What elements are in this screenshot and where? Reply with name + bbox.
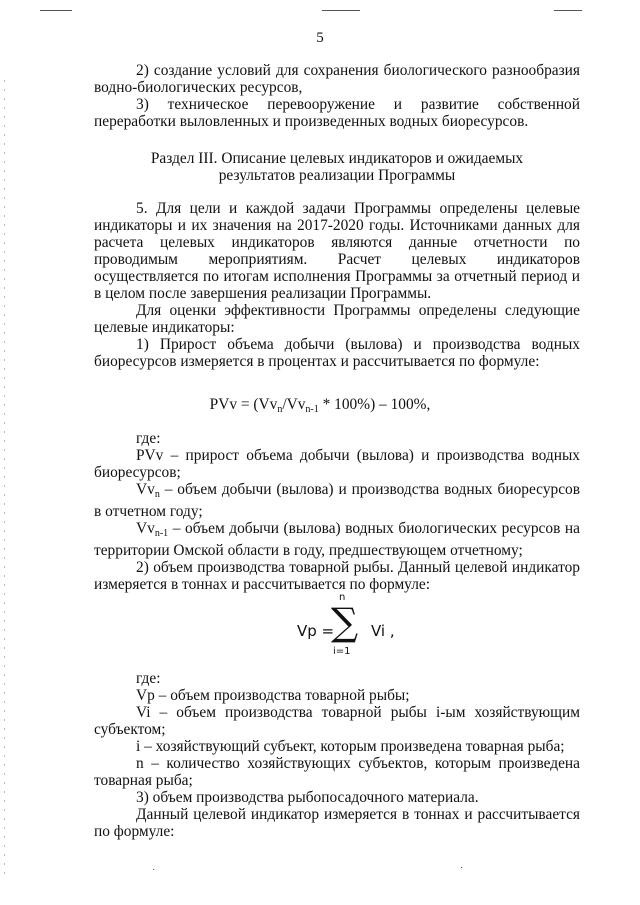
indicator-2: 2) объем производства товарной рыбы. Данный целевой индикатор измеряется в тоннах и рассчитывается по формуле:	[94, 559, 580, 593]
formula-part: /Vv	[282, 396, 306, 413]
formula-sub: n	[277, 404, 283, 415]
list-item: 2) создание условий для сохранения биологического разнообразия водно-биологических ресурсов,	[94, 62, 580, 96]
section-heading	[94, 150, 580, 184]
definition-text: – объем добычи (вылова) и производства водных биоресурсов в отчетном году;	[94, 481, 580, 520]
var: Vv	[136, 520, 155, 537]
var: Vv	[136, 481, 155, 498]
sum-lower-limit: i=1	[333, 646, 351, 657]
heading-line: результатов реализации Программы	[218, 167, 456, 184]
formula-part: PVv = (Vv	[209, 396, 278, 413]
definitions-1	[94, 430, 580, 593]
formula-part: * 100%) – 100%,	[318, 396, 431, 413]
formula-sub: n-1	[305, 404, 319, 415]
sum-upper-limit: n	[339, 592, 346, 603]
scan-speck: ˙	[460, 866, 464, 877]
list-item: 3) техническое перевооружение и развитие собственной переработки выловленных и произведенных водных биоресурсов.	[94, 96, 580, 130]
definition: Vp – объем производства товарной рыбы;	[136, 687, 410, 704]
definition	[94, 520, 580, 559]
definition-text: – объем добычи (вылова) водных биологических ресурсов на территории Омской области в году, предшествующем отчетному;	[94, 520, 580, 559]
definition: PVv – прирост объема добычи (вылова) и производства водных биоресурсов;	[94, 447, 580, 481]
scan-speck: ˙	[152, 868, 156, 879]
margin-dots	[4, 80, 5, 880]
definition: n – количество хозяйствующих субъектов, которым произведена товарная рыба;	[94, 755, 580, 789]
where-label: где:	[136, 670, 161, 687]
formula-growth	[0, 396, 640, 415]
definitions-2	[94, 670, 580, 840]
var-sub: n	[154, 489, 160, 500]
formula-rhs: Vi ,	[371, 622, 395, 640]
paragraph: Данный целевой индикатор измеряется в тоннах и рассчитывается по формуле:	[94, 806, 580, 840]
indicator-1: 1) Прирост объема добычи (вылова) и производства водных биоресурсов измеряется в процентах и рассчитывается по формуле:	[94, 336, 580, 370]
paragraph: Для оценки эффективности Программы определены следующие целевые индикаторы:	[94, 302, 580, 336]
where-label: где:	[136, 430, 161, 447]
heading-line: Раздел III. Описание целевых индикаторов и ожидаемых	[150, 150, 524, 167]
indicator-3: 3) объем производства рыбопосадочного материала.	[136, 789, 479, 806]
scan-mark	[40, 10, 72, 11]
page-number: 5	[316, 30, 324, 46]
definition: Vi – объем производства товарной рыбы i-ым хозяйствующим субъектом;	[94, 704, 580, 738]
paragraph: 5. Для цели и каждой задачи Программы определены целевые индикаторы и их значения на 2017-2020 годы. Источниками данных для расчета целевых индикаторов являются данные отчетности по проводимым мероприятиям. Расчет целевых индикаторов осуществляется по итогам исполнения Программы за отчетный период и в целом после завершения реализации Программы.	[94, 200, 580, 302]
definition: i – хозяйствующий субъект, которым произведена товарная рыба;	[136, 738, 565, 755]
scan-mark	[322, 10, 360, 11]
formula-lhs: Vp =	[297, 622, 335, 640]
intro-list	[94, 62, 580, 130]
main-body	[94, 200, 580, 370]
scan-mark	[554, 10, 582, 11]
definition	[94, 481, 580, 520]
sigma-symbol: ∑	[331, 600, 359, 644]
var-sub: n-1	[154, 528, 169, 539]
